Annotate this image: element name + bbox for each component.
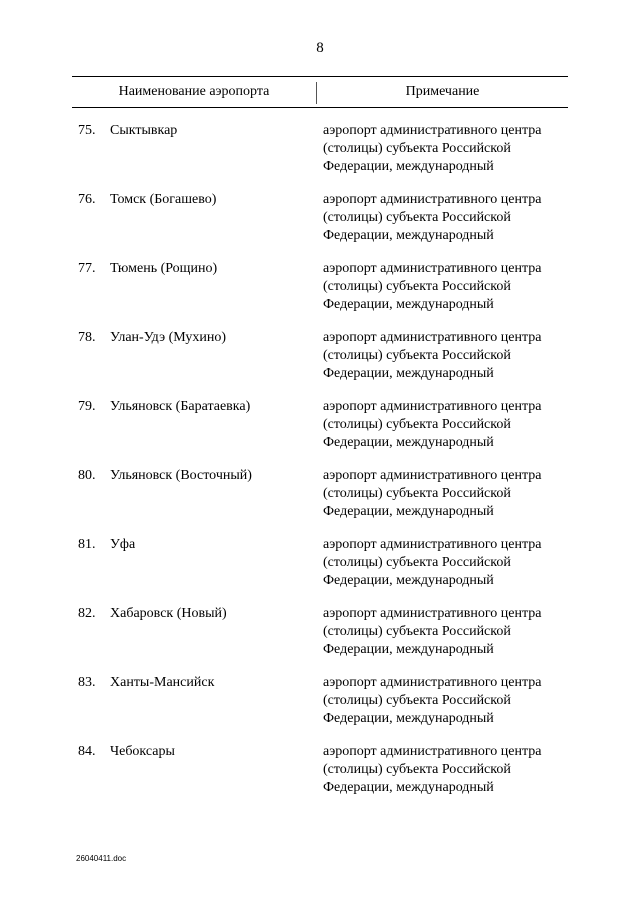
- row-number: 82.: [78, 606, 96, 621]
- airport-name: Томск (Богашево): [110, 192, 217, 207]
- note-line: Федерации, международный: [323, 297, 494, 312]
- note-line: (столицы) субъекта Российской: [323, 555, 511, 570]
- note-line: Федерации, международный: [323, 573, 494, 588]
- airport-name: Улан-Удэ (Мухино): [110, 330, 227, 345]
- airport-note: [323, 674, 568, 728]
- note-line: аэропорт административного центра: [323, 123, 542, 138]
- row-number: 77.: [78, 261, 96, 276]
- note-line: аэропорт административного центра: [323, 468, 542, 483]
- row-number: 80.: [78, 468, 96, 483]
- row-number: 75.: [78, 123, 96, 138]
- note-line: (столицы) субъекта Российской: [323, 486, 511, 501]
- airport-name: Тюмень (Рощино): [110, 261, 218, 276]
- note-line: Федерации, международный: [323, 228, 494, 243]
- column-header-airport-name: Наименование аэропорта: [118, 84, 270, 99]
- table-row: [72, 260, 568, 329]
- note-line: (столицы) субъекта Российской: [323, 210, 511, 225]
- airport-name: Сыктывкар: [110, 123, 178, 138]
- airport-name: Чебоксары: [110, 744, 175, 759]
- table-row: [72, 467, 568, 536]
- table-header: [72, 76, 568, 108]
- column-header-note: Примечание: [405, 84, 480, 99]
- note-line: Федерации, международный: [323, 159, 494, 174]
- airport-note: [323, 191, 568, 245]
- note-line: Федерации, международный: [323, 780, 494, 795]
- airport-note: [323, 743, 568, 797]
- note-line: аэропорт административного центра: [323, 192, 542, 207]
- airport-name: Ульяновск (Восточный): [110, 468, 252, 483]
- note-line: аэропорт административного центра: [323, 399, 542, 414]
- note-line: Федерации, международный: [323, 642, 494, 657]
- airport-note: [323, 467, 568, 521]
- table-row: [72, 398, 568, 467]
- airport-note: [323, 398, 568, 452]
- table-row: [72, 191, 568, 260]
- table-row: [72, 605, 568, 674]
- row-number: 84.: [78, 744, 96, 759]
- airport-note: [323, 605, 568, 659]
- note-line: Федерации, международный: [323, 711, 494, 726]
- note-line: Федерации, международный: [323, 435, 494, 450]
- note-line: аэропорт административного центра: [323, 261, 542, 276]
- note-line: (столицы) субъекта Российской: [323, 693, 511, 708]
- note-line: (столицы) субъекта Российской: [323, 348, 511, 363]
- note-line: (столицы) субъекта Российской: [323, 762, 511, 777]
- table-row: [72, 674, 568, 743]
- table-row: [72, 122, 568, 191]
- note-line: аэропорт административного центра: [323, 744, 542, 759]
- note-line: (столицы) субъекта Российской: [323, 279, 511, 294]
- airport-note: [323, 122, 568, 176]
- note-line: аэропорт административного центра: [323, 537, 542, 552]
- airport-name: Ханты-Мансийск: [110, 675, 215, 690]
- document-file-name: 26040411.doc: [76, 854, 127, 863]
- airport-name: Ульяновск (Баратаевка): [110, 399, 251, 414]
- page-number: 8: [316, 40, 324, 56]
- airport-note: [323, 329, 568, 383]
- table-row: [72, 743, 568, 812]
- airport-note: [323, 260, 568, 314]
- note-line: аэропорт административного центра: [323, 675, 542, 690]
- note-line: аэропорт административного центра: [323, 330, 542, 345]
- note-line: (столицы) субъекта Российской: [323, 417, 511, 432]
- table-row: [72, 536, 568, 605]
- airport-note: [323, 536, 568, 590]
- note-line: (столицы) субъекта Российской: [323, 141, 511, 156]
- note-line: Федерации, международный: [323, 504, 494, 519]
- row-number: 79.: [78, 399, 96, 414]
- airport-list: [72, 122, 568, 812]
- row-number: 81.: [78, 537, 96, 552]
- row-number: 83.: [78, 675, 96, 690]
- note-line: Федерации, международный: [323, 366, 494, 381]
- table-row: [72, 329, 568, 398]
- note-line: аэропорт административного центра: [323, 606, 542, 621]
- row-number: 76.: [78, 192, 96, 207]
- airport-name: Уфа: [110, 537, 136, 552]
- airport-name: Хабаровск (Новый): [110, 606, 227, 621]
- note-line: (столицы) субъекта Российской: [323, 624, 511, 639]
- row-number: 78.: [78, 330, 96, 345]
